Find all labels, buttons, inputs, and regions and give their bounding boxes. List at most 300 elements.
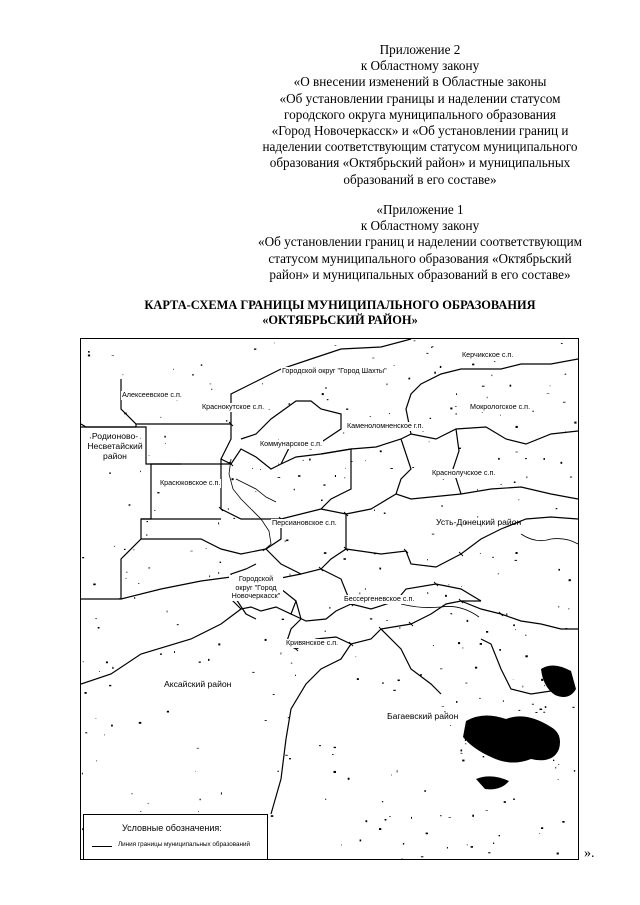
settlement-label: Краснолучское с.п.	[432, 468, 496, 477]
header-line: «Об установлении границы и наделении статусом	[279, 90, 561, 106]
terrain-speck	[114, 546, 115, 547]
terrain-speck	[412, 467, 414, 468]
terrain-speck	[515, 452, 518, 453]
header-line: наделении соответствующим статусом муниципального	[262, 139, 578, 155]
terrain-speck	[294, 489, 295, 491]
terrain-speck	[209, 575, 210, 577]
terrain-speck	[504, 801, 506, 803]
terrain-speck	[558, 764, 559, 765]
terrain-speck	[557, 853, 559, 855]
terrain-speck	[295, 675, 296, 676]
terrain-speck	[483, 756, 485, 757]
terrain-speck	[389, 816, 390, 817]
terrain-speck	[322, 393, 324, 395]
terrain-speck	[332, 754, 334, 755]
terrain-speck	[99, 671, 100, 672]
terrain-speck	[288, 717, 289, 718]
terrain-speck	[88, 355, 90, 357]
terrain-speck	[265, 639, 267, 641]
terrain-speck	[494, 361, 496, 362]
terrain-speck	[289, 403, 291, 404]
terrain-speck	[553, 760, 554, 761]
map-title-line: «ОКТЯБРЬСКИЙ РАЙОН»	[262, 313, 418, 327]
terrain-speck	[488, 852, 490, 853]
terrain-speck	[455, 414, 457, 415]
terrain-speck	[109, 473, 111, 474]
terrain-speck	[273, 694, 275, 695]
header-line: образований в его составе»	[343, 171, 497, 187]
terrain-speck	[540, 709, 543, 710]
terrain-speck	[278, 464, 279, 465]
terrain-speck	[154, 510, 155, 511]
terrain-speck	[174, 651, 175, 653]
terrain-speck	[334, 747, 336, 748]
terrain-speck	[319, 745, 321, 746]
terrain-speck	[165, 443, 166, 444]
terrain-speck	[389, 413, 390, 414]
terrain-speck	[440, 669, 442, 670]
terrain-speck	[195, 771, 196, 772]
terrain-speck	[281, 652, 282, 654]
terrain-speck	[380, 450, 382, 452]
terrain-speck	[408, 378, 410, 380]
map	[80, 338, 579, 860]
terrain-speck	[360, 840, 362, 842]
terrain-speck	[327, 399, 329, 400]
city-label-shakhty: Городской округ "Город Шахты"	[282, 366, 387, 375]
terrain-speck	[460, 753, 462, 754]
terrain-speck	[309, 459, 311, 461]
terrain-speck	[472, 815, 474, 817]
header-line: район» и муниципальных образований в его составе»	[269, 266, 571, 282]
terrain-speck	[218, 522, 219, 524]
terrain-speck	[499, 649, 501, 651]
terrain-speck	[440, 366, 442, 368]
settlement-label: Керчикское с.п.	[462, 350, 514, 359]
terrain-speck	[329, 607, 330, 609]
terrain-speck	[289, 758, 291, 759]
terrain-speck	[274, 343, 275, 344]
terrain-speck	[515, 629, 516, 630]
terrain-speck	[545, 706, 547, 708]
terrain-speck	[465, 743, 466, 744]
header-line: «О внесении изменений в Областные законы	[293, 74, 547, 90]
terrain-speck	[421, 856, 424, 857]
terrain-speck	[164, 436, 165, 438]
terrain-speck	[147, 521, 149, 522]
settlement-label: Бессергеневское с.п.	[344, 594, 415, 603]
terrain-speck	[541, 827, 543, 829]
terrain-speck	[210, 384, 212, 385]
terrain-speck	[226, 420, 227, 422]
terrain-speck	[82, 773, 83, 775]
terrain-speck	[335, 475, 336, 477]
terrain-speck	[85, 732, 87, 733]
terrain-speck	[390, 468, 393, 469]
terrain-speck	[462, 648, 463, 649]
settlement-label: Мокрологское с.п.	[470, 402, 531, 411]
terrain-speck	[523, 686, 524, 688]
terrain-speck	[441, 505, 443, 506]
terrain-speck	[498, 573, 499, 574]
terrain-speck	[558, 607, 559, 608]
terrain-speck	[429, 441, 430, 442]
terrain-speck	[140, 811, 141, 812]
terrain-speck	[455, 406, 457, 407]
terrain-speck	[372, 358, 374, 359]
legend-line-label: Линия границы муниципальных образований	[118, 841, 251, 848]
terrain-speck	[431, 347, 432, 348]
terrain-speck	[513, 799, 515, 800]
terrain-speck	[356, 656, 357, 657]
terrain-speck	[291, 663, 293, 664]
terrain-speck	[206, 548, 207, 549]
terrain-speck	[492, 557, 493, 558]
terrain-speck	[278, 477, 281, 478]
terrain-speck	[252, 468, 253, 469]
terrain-speck	[334, 345, 336, 346]
settlement-label: Краснокутское с.п.	[202, 402, 265, 411]
terrain-speck	[480, 643, 482, 645]
terrain-speck	[482, 412, 483, 413]
terrain-speck	[220, 562, 222, 563]
terrain-speck	[574, 770, 575, 772]
terrain-speck	[160, 653, 162, 655]
terrain-speck	[323, 484, 325, 485]
terrain-speck	[232, 478, 234, 480]
header-line: к Областному закону	[360, 58, 480, 74]
terrain-speck	[379, 568, 381, 570]
terrain-speck	[286, 540, 288, 542]
terrain-speck	[173, 369, 174, 370]
terrain-speck	[486, 631, 488, 633]
terrain-speck	[426, 353, 428, 354]
terrain-speck	[547, 393, 550, 394]
terrain-speck	[365, 588, 366, 590]
terrain-speck	[532, 704, 534, 705]
terrain-speck	[269, 409, 270, 410]
terrain-speck	[500, 415, 501, 416]
header-line: «Приложение 1	[376, 202, 464, 217]
district-label: Багаевский район	[387, 711, 459, 721]
terrain-speck	[106, 662, 108, 664]
terrain-speck	[88, 351, 90, 353]
terrain-speck	[414, 341, 416, 342]
terrain-speck	[477, 489, 478, 491]
terrain-speck	[218, 572, 219, 573]
terrain-speck	[290, 574, 291, 576]
terrain-speck	[472, 364, 474, 366]
settlement-label: Алексеевское с.п.	[122, 390, 182, 399]
terrain-speck	[126, 578, 127, 579]
terrain-speck	[480, 553, 481, 554]
terrain-speck	[394, 365, 395, 366]
header-line: «Об установлении границ и наделении соответствующим	[258, 234, 582, 250]
terrain-speck	[129, 504, 131, 505]
terrain-speck	[482, 386, 485, 387]
terrain-speck	[544, 458, 545, 460]
terrain-speck	[285, 540, 286, 542]
terrain-speck	[411, 817, 412, 819]
terrain-speck	[561, 343, 563, 344]
terrain-speck	[382, 682, 383, 684]
terrain-speck	[157, 492, 159, 493]
terrain-speck	[133, 550, 134, 551]
terrain-speck	[167, 611, 168, 613]
terrain-speck	[555, 767, 556, 769]
terrain-speck	[398, 680, 400, 682]
terrain-speck	[550, 386, 551, 387]
terrain-speck	[516, 426, 518, 428]
terrain-speck	[384, 513, 386, 514]
terrain-speck	[325, 799, 326, 800]
terrain-speck	[516, 552, 518, 554]
header-line: статусом муниципального образования «Октябрьский	[268, 250, 572, 266]
legend-boundary-line-icon	[92, 846, 112, 847]
city-label-novocherkassk: Городской округ "Город Новочеркасск"	[229, 575, 283, 601]
terrain-speck	[513, 624, 515, 626]
terrain-speck	[393, 690, 396, 691]
terrain-speck	[385, 819, 387, 821]
terrain-speck	[85, 692, 87, 694]
header-line: образования «Октябрьский район» и муниципальных	[269, 155, 571, 171]
terrain-speck	[458, 642, 460, 644]
terrain-speck	[456, 701, 457, 703]
terrain-speck	[218, 643, 220, 645]
terrain-speck	[131, 793, 132, 794]
boundary-tick	[294, 647, 298, 651]
terrain-speck	[325, 631, 326, 632]
terrain-speck	[467, 845, 468, 846]
terrain-speck	[148, 803, 150, 804]
terrain-speck	[423, 431, 424, 432]
terrain-speck	[138, 583, 139, 584]
terrain-speck	[382, 801, 383, 802]
terrain-speck	[540, 833, 541, 834]
header-line: Приложение 2	[379, 42, 461, 57]
appendix-1-header	[220, 202, 620, 283]
terrain-speck	[255, 491, 256, 492]
terrain-speck	[82, 557, 84, 558]
terrain-speck	[391, 775, 392, 776]
district-label: Аксайский район	[164, 679, 232, 689]
terrain-speck	[192, 374, 194, 375]
terrain-speck	[513, 679, 514, 680]
terrain-speck	[387, 384, 388, 386]
terrain-speck	[443, 479, 444, 480]
terrain-speck	[573, 707, 575, 708]
terrain-speck	[558, 569, 560, 571]
terrain-speck	[357, 678, 359, 680]
terrain-speck	[146, 535, 147, 536]
terrain-speck	[501, 484, 502, 485]
terrain-speck	[344, 558, 346, 560]
map-title	[80, 298, 600, 328]
terrain-speck	[379, 828, 381, 830]
terrain-speck	[475, 667, 477, 669]
terrain-speck	[525, 458, 527, 459]
terrain-speck	[445, 595, 447, 597]
terrain-speck	[260, 469, 261, 470]
terrain-speck	[471, 846, 473, 848]
terrain-speck	[285, 755, 287, 756]
terrain-speck	[503, 700, 504, 701]
delta-dark-area	[463, 665, 576, 789]
terrain-speck	[519, 499, 520, 500]
terrain-speck	[449, 584, 450, 585]
terrain-speck	[366, 820, 368, 822]
terrain-speck	[541, 679, 543, 681]
terrain-speck	[167, 711, 169, 713]
terrain-speck	[370, 618, 372, 619]
terrain-speck	[199, 662, 201, 663]
terrain-speck	[462, 760, 464, 762]
terrain-speck	[324, 552, 327, 554]
terrain-speck	[499, 835, 500, 836]
terrain-speck	[440, 815, 442, 816]
terrain-speck	[461, 750, 463, 752]
terrain-speck	[562, 821, 564, 823]
terrain-speck	[535, 712, 537, 713]
terrain-speck	[403, 843, 404, 845]
terrain-speck	[525, 635, 526, 636]
terrain-speck	[177, 624, 179, 625]
terrain-speck	[465, 683, 467, 684]
terrain-speck	[526, 477, 527, 479]
terrain-speck	[561, 462, 563, 464]
terrain-speck	[344, 432, 345, 434]
terrain-speck	[221, 792, 222, 794]
terrain-speck	[252, 672, 254, 673]
terrain-speck	[426, 833, 428, 835]
terrain-speck	[96, 761, 97, 762]
district-label: Родионово-Несветайский район	[87, 431, 143, 461]
terrain-speck	[492, 375, 493, 376]
terrain-speck	[565, 374, 567, 375]
terrain-speck	[112, 667, 113, 669]
terrain-speck	[134, 597, 135, 599]
terrain-speck	[467, 620, 469, 622]
terrain-speck	[450, 408, 452, 410]
terrain-speck	[96, 718, 97, 719]
map-legend	[83, 814, 268, 860]
terrain-speck	[303, 460, 304, 461]
terrain-speck	[506, 613, 507, 615]
terrain-speck	[427, 592, 428, 594]
settlement-label: Каменоломненское г.п.	[347, 421, 424, 430]
terrain-speck	[456, 393, 457, 395]
terrain-speck	[197, 748, 200, 749]
header-line: городского округа муниципального образования	[284, 106, 556, 122]
terrain-speck	[271, 815, 274, 817]
terrain-speck	[262, 383, 263, 384]
terrain-speck	[558, 779, 559, 780]
terrain-speck	[365, 461, 366, 462]
terrain-speck	[348, 778, 350, 780]
terrain-speck	[234, 518, 236, 519]
terrain-speck	[449, 817, 452, 818]
terrain-speck	[200, 799, 201, 801]
terrain-speck	[341, 845, 342, 846]
terrain-speck	[450, 613, 452, 614]
terrain-speck	[122, 375, 123, 376]
terrain-speck	[386, 620, 388, 621]
terrain-speck	[111, 725, 113, 727]
header-line: к Областному закону	[360, 218, 480, 234]
boundary-ticks	[219, 422, 503, 651]
terrain-speck	[430, 418, 432, 419]
appendix-2-header	[220, 42, 620, 188]
terrain-speck	[95, 618, 96, 619]
terrain-speck	[556, 508, 558, 509]
terrain-speck	[83, 661, 84, 662]
terrain-speck	[544, 685, 545, 686]
terrain-speck	[399, 627, 400, 628]
terrain-speck	[498, 458, 500, 460]
terrain-speck	[374, 510, 375, 512]
terrain-speck	[148, 568, 150, 569]
terrain-speck	[487, 397, 488, 399]
legend-title: Условные обозначения:	[122, 823, 222, 833]
settlement-label: Коммунарское с.п.	[260, 439, 322, 448]
terrain-speck	[525, 655, 527, 657]
terrain-speck	[514, 482, 516, 484]
terrain-speck	[432, 534, 435, 535]
terrain-speck	[515, 560, 517, 561]
terrain-speck	[574, 422, 576, 424]
terrain-speck	[433, 346, 434, 347]
map-title-line: КАРТА-СХЕМА ГРАНИЦЫ МУНИЦИПАЛЬНОГО ОБРАЗОВАНИЯ	[144, 298, 536, 312]
terrain-speck	[533, 411, 534, 412]
terrain-speck	[140, 471, 141, 472]
terrain-speck	[397, 770, 398, 772]
terrain-speck	[433, 645, 434, 646]
district-label: Усть-Донецкий район	[436, 517, 522, 527]
terrain-speck	[228, 508, 229, 510]
terrain-speck	[518, 710, 520, 711]
terrain-speck	[325, 387, 327, 388]
settlement-label: Кривянское с.п.	[286, 638, 339, 647]
terrain-speck	[278, 771, 279, 772]
terrain-speck	[447, 847, 448, 849]
terrain-speck	[424, 790, 425, 792]
map-drawing	[81, 339, 578, 859]
terrain-speck	[486, 810, 488, 811]
terrain-speck	[139, 722, 142, 724]
terrain-speck	[346, 409, 348, 410]
terrain-speck	[254, 349, 256, 350]
terrain-speck	[93, 584, 96, 586]
terrain-speck	[208, 659, 210, 661]
terrain-speck	[190, 551, 192, 552]
terrain-speck	[569, 579, 571, 581]
terrain-speck	[124, 549, 126, 550]
terrain-speck	[160, 417, 161, 418]
closing-mark: ».	[584, 846, 595, 861]
terrain-speck	[104, 734, 105, 735]
terrain-speck	[265, 720, 267, 721]
terrain-speck	[344, 478, 345, 479]
terrain-speck	[442, 706, 445, 707]
terrain-speck	[427, 559, 428, 560]
terrain-speck	[493, 843, 494, 845]
terrain-speck	[127, 572, 128, 573]
terrain-speck	[198, 811, 199, 812]
terrain-speck	[434, 372, 436, 374]
terrain-speck	[479, 698, 480, 699]
terrain-speck	[201, 364, 203, 365]
header-line: «Город Новочеркасск» и «Об установлении границ и	[271, 123, 569, 139]
